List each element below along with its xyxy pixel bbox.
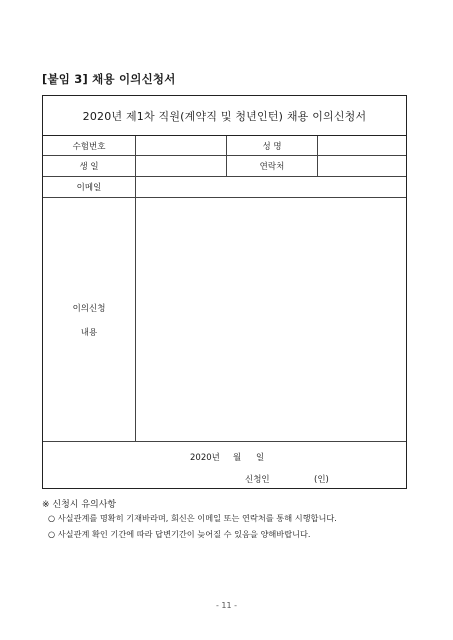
note-item: ○ 사실관계를 명확히 기재바라며, 회신은 이메일 또는 연락처를 통해 시행합니다.: [48, 513, 337, 523]
email-field[interactable]: [136, 177, 406, 198]
name-field[interactable]: [318, 136, 406, 156]
date-year: 2020년: [190, 453, 220, 463]
content-label-line1: 이의신청: [72, 303, 106, 314]
seal-mark: (인): [314, 475, 329, 485]
exam-number-field[interactable]: [136, 136, 227, 156]
content-field[interactable]: [136, 198, 406, 442]
date-day: 일: [256, 453, 265, 463]
form-title: 2020년 제1차 직원(계약직 및 청년인턴) 채용 이의신청서: [43, 96, 406, 136]
note-item: ○ 사실관계 확인 기간에 따라 답변기간이 늦어질 수 있음을 양해바랍니다.: [48, 529, 311, 539]
date-month: 월: [233, 453, 242, 463]
contact-label: 연락처: [227, 156, 318, 177]
birth-field[interactable]: [136, 156, 227, 177]
content-label: [43, 198, 136, 442]
exam-number-label: 수험번호: [43, 136, 136, 156]
contact-field[interactable]: [318, 156, 406, 177]
applicant-label: 신청인: [245, 475, 270, 485]
birth-label: 생 일: [43, 156, 136, 177]
name-label: 성 명: [227, 136, 318, 156]
content-label-line2: 내용: [80, 327, 98, 338]
document-heading: [붙임 3] 채용 이의신청서: [42, 72, 176, 86]
email-label: 이메일: [43, 177, 136, 198]
notes-title: ※ 신청시 유의사항: [42, 500, 117, 510]
objection-form: [42, 95, 407, 489]
page-number: - 11 -: [215, 601, 238, 610]
